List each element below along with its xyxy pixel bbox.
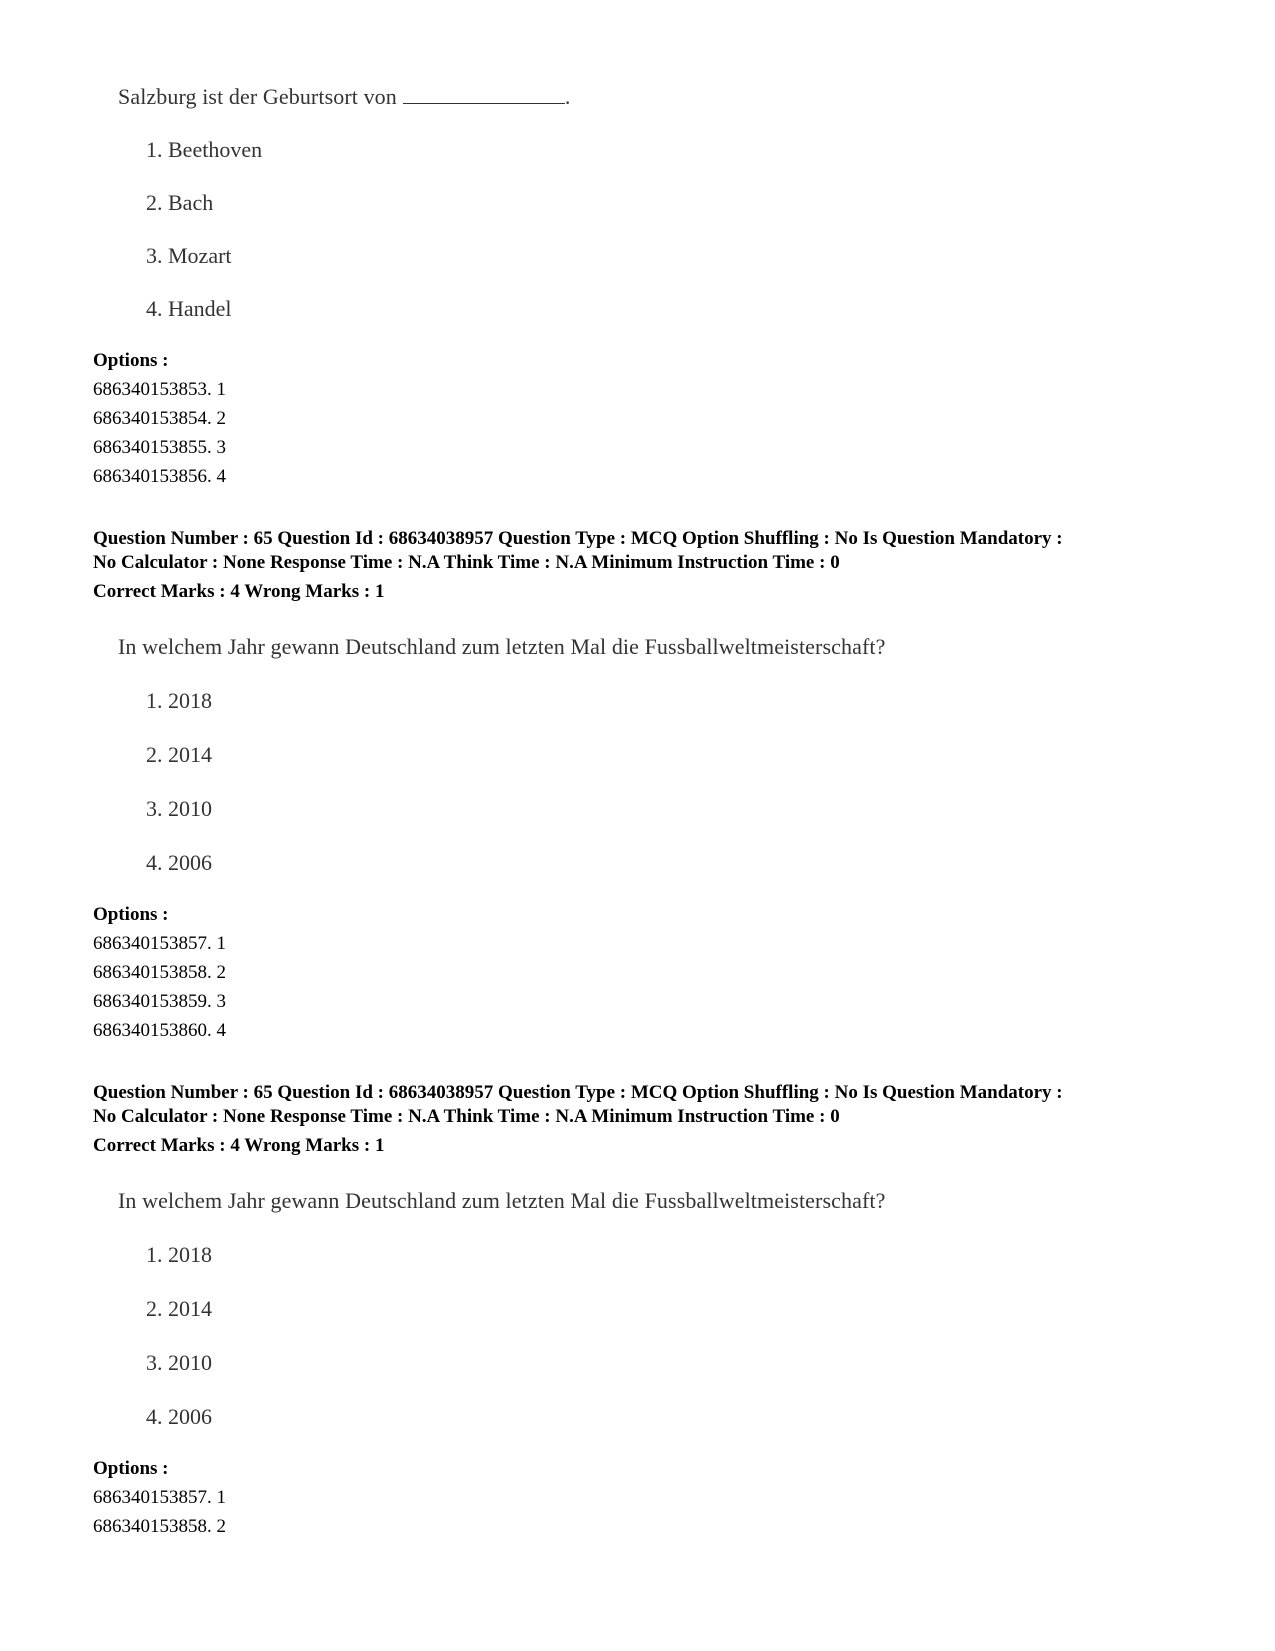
question-text-end: . xyxy=(564,84,571,109)
choice-item: 1. 2018 xyxy=(146,1242,212,1267)
options-label: Options : xyxy=(93,904,169,925)
question-text xyxy=(118,84,570,110)
option-line: 686340153858. 2 xyxy=(93,1516,226,1537)
question-text: In welchem Jahr gewann Deutschland zum letzten Mal die Fussballweltmeisterschaft? xyxy=(118,1188,886,1213)
answer-blank xyxy=(403,85,565,104)
choice-item: 3. 2010 xyxy=(146,1350,212,1375)
option-line: 686340153857. 1 xyxy=(93,933,226,954)
choice-item: 4. Handel xyxy=(146,296,232,321)
choice-item: 2. 2014 xyxy=(146,742,212,767)
options-label: Options : xyxy=(93,350,169,371)
question-meta-line: No Calculator : None Response Time : N.A Think Time : N.A Minimum Instruction Time : 0 xyxy=(93,552,840,573)
option-line: 686340153853. 1 xyxy=(93,379,226,400)
option-line: 686340153857. 1 xyxy=(93,1487,226,1508)
choice-item: 4. 2006 xyxy=(146,1404,212,1429)
option-line: 686340153856. 4 xyxy=(93,466,226,487)
question-meta-line: No Calculator : None Response Time : N.A Think Time : N.A Minimum Instruction Time : 0 xyxy=(93,1106,840,1127)
choice-item: 4. 2006 xyxy=(146,850,212,875)
marks-line: Correct Marks : 4 Wrong Marks : 1 xyxy=(93,581,385,602)
choice-item: 2. Bach xyxy=(146,190,214,215)
choice-item: 2. 2014 xyxy=(146,1296,212,1321)
option-line: 686340153860. 4 xyxy=(93,1020,226,1041)
option-line: 686340153855. 3 xyxy=(93,437,226,458)
choice-item: 1. 2018 xyxy=(146,688,212,713)
marks-line: Correct Marks : 4 Wrong Marks : 1 xyxy=(93,1135,385,1156)
choice-item: 1. Beethoven xyxy=(146,137,263,162)
choice-item: 3. 2010 xyxy=(146,796,212,821)
option-line: 686340153859. 3 xyxy=(93,991,226,1012)
question-text: In welchem Jahr gewann Deutschland zum letzten Mal die Fussballweltmeisterschaft? xyxy=(118,634,886,659)
question-meta-line: Question Number : 65 Question Id : 68634038957 Question Type : MCQ Option Shuffling : No Is Question Mandatory : xyxy=(93,528,1063,549)
option-line: 686340153858. 2 xyxy=(93,962,226,983)
question-text-main: Salzburg ist der Geburtsort von xyxy=(118,84,397,109)
options-label: Options : xyxy=(93,1458,169,1479)
choice-item: 3. Mozart xyxy=(146,243,232,268)
option-line: 686340153854. 2 xyxy=(93,408,226,429)
question-meta-line: Question Number : 65 Question Id : 68634038957 Question Type : MCQ Option Shuffling : No Is Question Mandatory : xyxy=(93,1082,1063,1103)
